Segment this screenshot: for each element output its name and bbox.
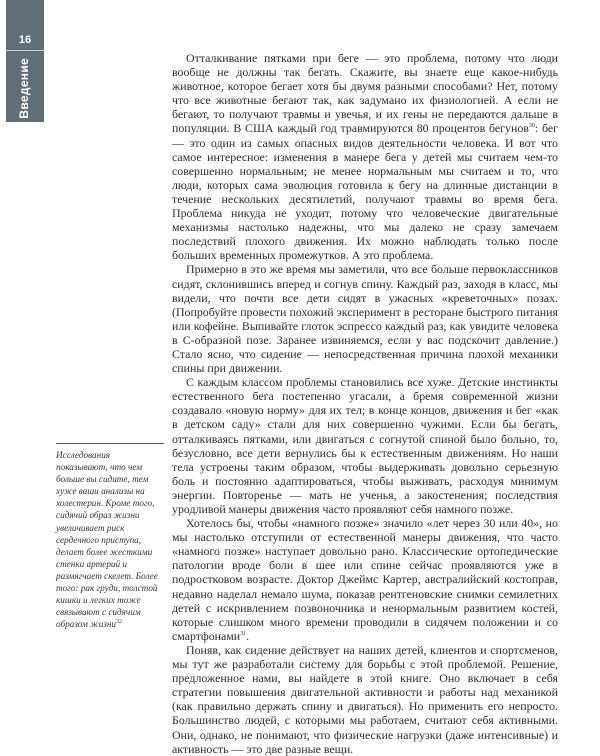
tab-divider bbox=[6, 50, 44, 51]
paragraph-1-text-b: : бег — это один из самых опасных видов деятельности человека. И вот что самое интересное: изменения в манере бега у детей мы считаем чем-то совершенно нормальным; не менее нормальным мы считаем и то, что люди, которых сама эволюция готовила к бегу на длинные дистанции в течение нескольких десятилетий, получают травмы во время бега. Проблема никуда не уходит, потому что человеческие двигательные механизмы настолько надежны, что мы далеко не сразу замечаем последствий плохого движения. Их можно наблюдать только после больших временных промежутков. А это проблема. bbox=[172, 121, 559, 263]
page-number: 16 bbox=[18, 34, 32, 46]
paragraph-5: Поняв, как сидение действует на наших детей, клиентов и спортсменов, мы тут же разработали систему для борьбы с этой проблемой. Решение, предложенное нами, вы найдете в этой книге. Оно включает в себя стратегии повышения двигательной активности и работы над механикой (как правильно держать спину и двигаться). Но применить его непросто. Большинство людей, с которыми мы работаем, считают себя активными. Они, однако, не понимают, что физические нагрузки (даже интенсивные) и активность — это две разные вещи. bbox=[172, 642, 558, 756]
sidebar-note bbox=[56, 443, 164, 630]
side-tab bbox=[6, 0, 44, 122]
sidebar-note-text bbox=[56, 449, 164, 630]
paragraph-1-text-a: Отталкивание пятками при беге — это проблема, потому что люди вообще не должны так бегать. Скажите, вы знаете еще какое-нибудь животное, которое бегает хотя бы двумя разными способами? Нет, потому что все животные бегают так, как задумано их физиологией. А если не бегают, то получают травмы и увечья, и их гены не передаются дальше в популяции. В США каждый год травмируются 80 процентов бегунов bbox=[172, 51, 558, 136]
paragraph-1 bbox=[172, 51, 558, 262]
paragraph-4-text-a: Хотелось бы, чтобы «намного позже» значило «лет через 30 или 40», но мы настолько отступили от естественной манеры движения, что часто «намного позже» наступает довольно рано. Классические ортопедические патологии вроде боли в шее или спине сейчас проявляются уже в подростковом возрасте. Доктор Джеймс Картер, австралийский костоправ, недавно наделал немало шума, показав рентгеновские снимки семилетних детей с искривлением позвоночника и ненормальным развитием костей, которые слишком много времени проводили в сидячем положении и со смартфонами bbox=[172, 516, 558, 643]
sidebar-note-body: Исследования показывают, что чем больше вы сидите, тем хуже ваши анализы на холестерин. Кроме того, сидячий образ жизни увеличивает риск сердечного приступа, делает более жесткими стенки артерий и размягчает скелет. Более того: рак груди, толстой кишки и легких тоже связывают с сидячим образом жизни bbox=[56, 450, 158, 630]
main-text bbox=[172, 51, 558, 756]
footnote-ref: 32 bbox=[116, 619, 123, 626]
paragraph-2: Примерно в это же время мы заметили, что все больше первоклассников сидят, склонившись вперед и согнув спину. Каждый раз, заходя в класс, мы видели, что почти все дети сидят в ужасных «креветочных» позах. (Попробуйте провести похожий эксперимент в ресторане быстрого питания или кофейне. Выпивайте глоток эспрессо каждый раз, как увидите человека в С-образной позе. Заранее извиняемся, если у вас подскочит давление.) Стало ясно, что сидение — непосредственная причина плохой механики спины при движении. bbox=[172, 262, 558, 376]
paragraph-4 bbox=[172, 516, 558, 643]
footnote-ref: 31 bbox=[240, 630, 247, 637]
paragraph-3: С каждым классом проблемы становились все хуже. Детские инстинкты естественного бега постепенно угасали, а бремя современной жизни создавало «новую норму» для их тел; в конце концов, движения и бег «как в детском саду» стали для них совершенно чужими. Если бы бегать, отталкиваясь пятками, или двигаться с согнутой спиной было больно, то, безусловно, все дети вернулись бы к естественным движениям. Но наши тела устроены таким образом, чтобы выдерживать довольно серьезную боль и постоянно адаптироваться, чтобы выживать, расходуя минимум энергии. Повторенье — мать не ученья, а закостенения; последствия уродливой манеры движения часто проявляют себя намного позже. bbox=[172, 375, 558, 516]
paragraph-4-text-b: . bbox=[246, 628, 250, 643]
footnote-ref: 30 bbox=[528, 123, 535, 130]
section-label: Введение bbox=[17, 58, 31, 119]
